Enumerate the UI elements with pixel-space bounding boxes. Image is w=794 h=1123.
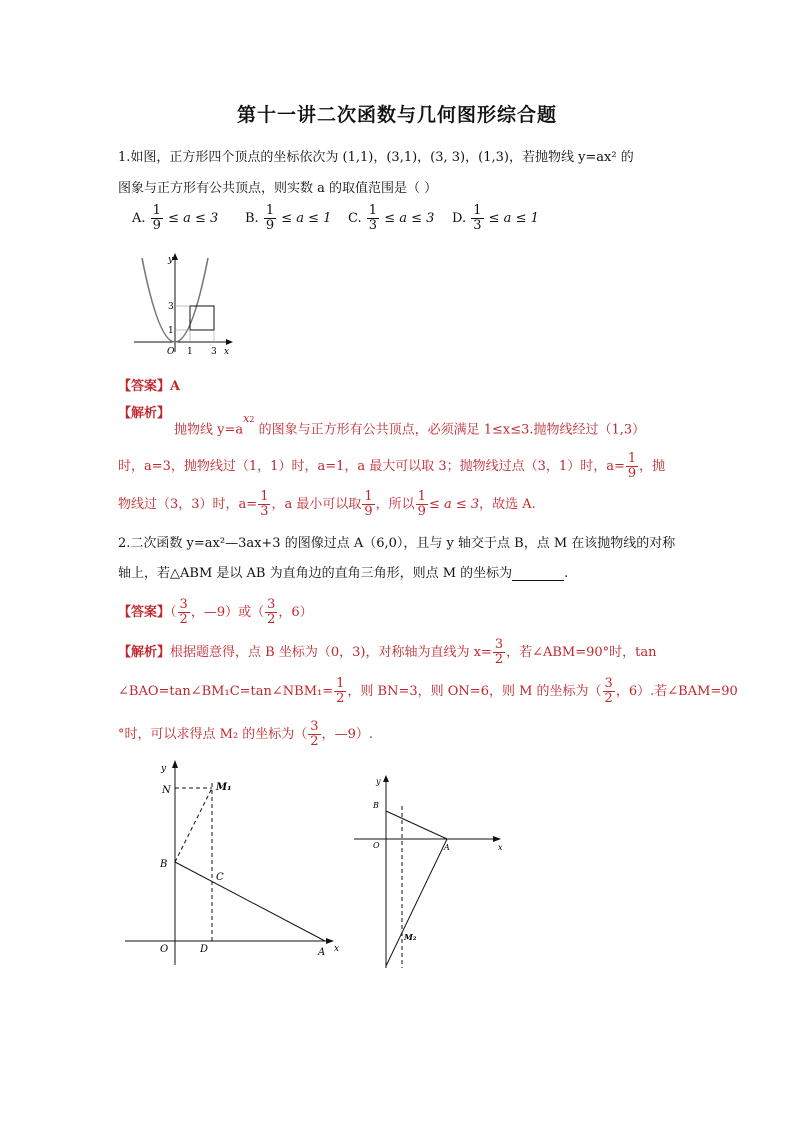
fig3-label-b: B	[373, 801, 379, 810]
fig3-label-m2: M₂	[404, 932, 417, 942]
fig2-label-o: O	[160, 944, 169, 955]
q1-option-b: B. $\frac{1}{9}$ ≤ a ≤ 1	[245, 203, 332, 233]
fig2-label-c: C	[216, 872, 224, 883]
fraction: $\frac{1}{3}$	[368, 203, 378, 233]
q2-stem-line1: 2.二次函数 y=ax²—3ax+3 的图像过点 A（6,0），且与 y 轴交于点 B，点 M 在该抛物线的对称	[118, 536, 676, 551]
q1-figure	[130, 250, 240, 360]
fig2-y-arrow	[172, 760, 178, 768]
fig2-label-m1: M₁	[216, 782, 232, 793]
q1-analysis-line1: 抛物线 $y=a^{x2}$ 的图象与正方形有公共顶点，必须满足 1≤x≤3.抛物线经过（1,3）	[174, 412, 646, 438]
fig2-label-b: B	[160, 859, 168, 870]
fig2-line-ba	[175, 862, 325, 941]
q1-option-d: D. $\frac{1}{3}$ ≤ a ≤ 1	[452, 203, 539, 233]
fig3-x-arrow	[493, 836, 501, 842]
q1-stem-line2: 图象与正方形有公共顶点，则实数 a 的取值范围是（ ）	[118, 181, 438, 196]
fig2-label-x: x	[334, 944, 340, 954]
fig3-y-arrow	[383, 775, 389, 782]
page-title: 第十一讲二次函数与几何图形综合题	[236, 104, 557, 126]
q2-figure-right	[352, 770, 512, 975]
fraction: $\frac{1}{9}$	[265, 203, 275, 233]
q1-option-c: C. $\frac{1}{3}$ ≤ a ≤ 3	[348, 203, 435, 233]
fig3-line-ba	[386, 811, 447, 839]
q1-label-x: x	[224, 347, 230, 357]
fig2-x-arrow	[326, 938, 334, 944]
q1-option-a: A. $\frac{1}{9}$ ≤ a ≤ 3	[132, 203, 219, 233]
q1-analysis-tag: 【解析】	[118, 406, 171, 421]
q2-analysis-line3: °时，可以求得点 M₂ 的坐标为（ $\frac{3}{2}$ ，—9）.	[118, 719, 373, 749]
q1-analysis-line2: 时，a=3，抛物线过（1，1）时，a=1，a 最大可以取 3；抛物线过点（3，1）时，a= $\frac{1}{9}$ ，抛	[118, 451, 666, 481]
q1-x-arrow	[226, 339, 233, 345]
q1-stem-line1: 1.如图，正方形四个顶点的坐标依次为 (1,1)，(3,1)，(3, 3)，(1,3)，若抛物线 y=ax² 的	[118, 150, 634, 165]
q2-stem-line2: 轴上，若△ABM 是以 AB 为直角边的直角三角形，则点 M 的坐标为 .	[118, 566, 569, 581]
fig2-label-a: A	[318, 947, 326, 958]
q1-answer: 【答案】A	[118, 379, 181, 394]
q2-analysis-line2: ∠BAO=tan∠BM₁C=tan∠NBM₁= $\frac{1}{2}$ ，则 BN=3，则 ON=6，则 M 的坐标为（ $\frac{3}{2}$ ，6）.若∠BAM=90	[118, 676, 738, 706]
q2-answer: 【答案】（ $\frac{3}{2}$ ，—9）或（ $\frac{3}{2}$ ，6）	[118, 597, 313, 627]
fraction: $\frac{1}{9}$	[152, 203, 161, 233]
fig3-label-o: O	[373, 841, 380, 850]
fig2-line-bm1	[175, 788, 212, 862]
q1-tick-y3: 3	[168, 302, 174, 312]
q1-label-y: y	[168, 255, 174, 265]
q1-square	[190, 306, 214, 330]
q1-label-origin: O	[167, 347, 175, 357]
q1-analysis-line3: 物线过（3，3）时，a= $\frac{1}{3}$ ，a 最小可以取 $\frac{1}{9}$ ，所以 $\frac{1}{9}$ ≤ a ≤ 3，故选 A.	[118, 489, 536, 519]
fraction: $\frac{1}{3}$	[473, 203, 482, 233]
fig2-label-n: N	[162, 785, 171, 796]
fig3-label-x: x	[498, 843, 503, 852]
q1-tick-x3: 3	[211, 347, 217, 357]
q2-figure-left	[120, 755, 350, 965]
fig2-label-y: y	[161, 764, 167, 774]
fig3-line-am2	[386, 839, 447, 966]
q1-tick-y1: 1	[168, 326, 174, 336]
answer-blank[interactable]	[512, 568, 564, 581]
fig2-label-d: D	[200, 944, 209, 955]
fig3-label-y: y	[376, 777, 381, 786]
fig3-label-a: A	[444, 843, 450, 852]
q1-tick-x1: 1	[187, 347, 193, 357]
q2-analysis-line1: 【解析】根据题意得，点 B 坐标为（0，3)，对称轴为直线为 x= $\frac{3}{2}$ ，若∠ABM=90°时，tan	[118, 637, 657, 667]
